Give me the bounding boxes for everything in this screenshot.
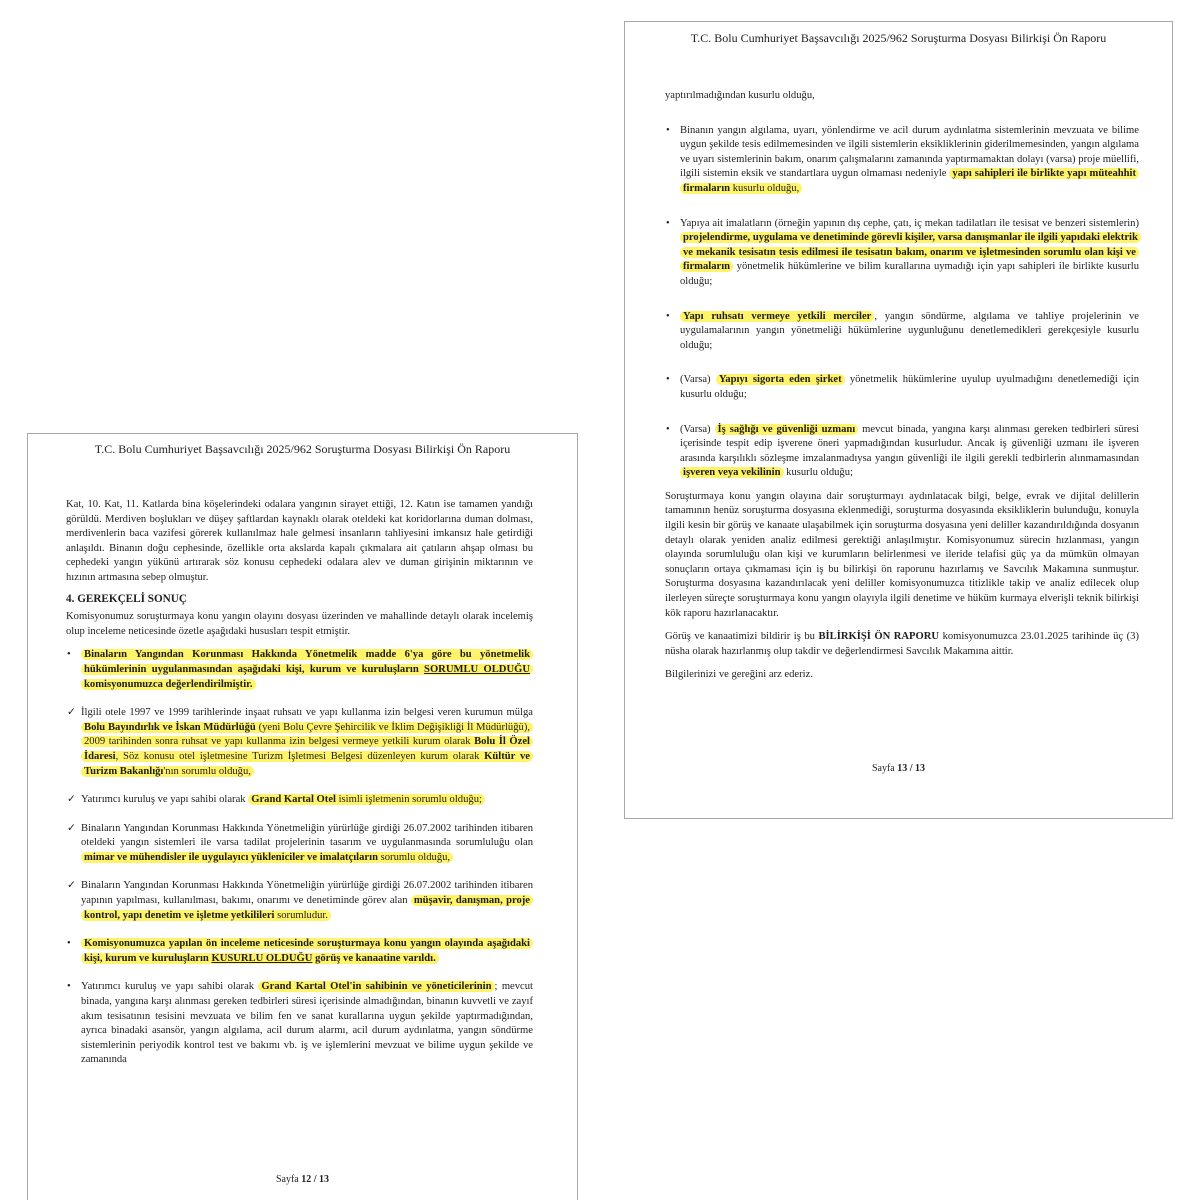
highlighted-text: Yapıyı sigorta eden şirket <box>716 374 845 385</box>
highlighted-text: müşavir, danışman, proje kontrol, yapı denetim ve işletme yetkilileri sorumludur. <box>81 895 533 921</box>
page-header: T.C. Bolu Cumhuriyet Başsavcılığı 2025/962 Soruşturma Dosyası Bilirkişi Ön Raporu <box>94 442 511 456</box>
faulty-item-owner: • Yatırımcı kuruluş ve yapı sahibi olarak Grand Kartal Otel'in sahibinin ve yöneticilerinin ; mevcut binada, yangına karşı alınması gereken tedbirleri süresi içerisinde almadığından, binanın kuvvetli ve zayıf akım tesisatının tesisini mevzuata ve bilim fen ve sanat kurallarına uygun şekilde yaptırmadığından, ayrıca binadaki asansör, yangın algılama, acil durum alarmı, acil durum aydınlatma, yangın söndürme sistemlerinin periyodik kontrol test ve bakımı vb. iş ve işlemlerini mevzuat ve bilime uygun şekilde ve zamanında <box>67 981 534 1066</box>
page-number: 12 / 13 <box>301 1174 330 1185</box>
responsible-item-designers: ✓ Binaların Yangından Korunması Hakkında Yönetmeliğin yürürlüğe girdiği 26.07.2002 tarihinden itibaren oteldeki yangın sistemleri ile varsa tadilat projelerinin tasarım ve uygulanmasında sorumluluğu olan mimar ve mühendisler ile uygulayıcı yükleniciler ve imalatçıların sorumlu olduğu, <box>67 822 533 863</box>
underlined-text: KUSURLU OLDUĞU <box>211 952 313 964</box>
closing-paragraph: Bilgilerinizi ve gereğini arz ederiz. <box>665 669 813 681</box>
bullet-marker: • <box>666 374 670 386</box>
page-header: T.C. Bolu Cumhuriyet Başsavcılığı 2025/962 Soruşturma Dosyası Bilirkişi Ön Raporu <box>690 31 1107 45</box>
checkmark-icon: ✓ <box>67 880 76 892</box>
checkmark-icon: ✓ <box>67 822 76 834</box>
highlighted-text: mimar ve mühendisler ile uygulayıcı yükleniciler ve imalatçıların sorumlu olduğu, <box>81 852 453 863</box>
continuation-text: yaptırılmadığından kusurlu olduğu, <box>665 90 815 101</box>
page-footer: Sayfa 12 / 13 <box>275 1174 330 1185</box>
underlined-text: SORUMLU OLDUĞU <box>424 663 530 675</box>
intro-paragraph: Kat, 10. Kat, 11. Katlarda bina köşelerindeki odalara yangının sirayet ettiği, 12. Katın ise tamamen yandığı görüldü. Merdiven boşlukları ve düşey şaftlardan kaynaklı olarak oteldeki kat koridorlarına duman dolması, merdivenlerin baca vazifesi görerek kullanılmaz hale gelmesi insanların tahliyesini imkansız hale getirdiği anlaşıldı. Binanın doğu cephesinde, özellikle orta akslarda kapalı çıkmalara ait çatıların ahşap olması bu cephedeki yangın yükünü artırarak söz konusu cephedeki odalara alev ve duman girişinin miktarının ve hızının artmasına sebep olmuştur. <box>66 499 533 583</box>
section-intro-paragraph: Komisyonumuz soruşturmaya konu yangın olayını dosyası üzerinden ve mahallinde detaylı olarak incelemiş olup inceleme neticesinde özetle aşağıdaki hususları tespit etmiştir. <box>66 611 533 637</box>
section-title: 4. GEREKÇELİ SONUÇ <box>66 592 187 605</box>
highlighted-text: Komisyonumuzca yapılan ön inceleme neticesinde soruşturmaya konu yangın olayında aşağıdaki kişi, kurum ve kuruluşların KUSURLU OLDUĞU görüş ve kanaatine varıldı. <box>81 938 533 964</box>
faulty-item-installers: • Yapıya ait imalatların (örneğin yapının dış cephe, çatı, iç mekan tadilatları ile tesisat ve benzeri sistemlerin) projelendirme, uygulama ve denetiminde görevli kişiler, varsa danışmanlar ile ilgili yapıdaki elektrik ve mekanik tesisatın tesis edilmesi ile tesisatın bakım, onarım ve işletmesinden sorumlu olan kişi ve firmaların yönetmelik hükümlerine ve bilim kurallarına uymadığı için yapı sahipleri ile birlikte kusurlu olduğu; <box>666 217 1139 287</box>
report-page-12 <box>27 433 578 1200</box>
evidence-paragraph: Soruşturmaya konu yangın olayına dair soruşturmayı aydınlatacak bilgi, belge, evrak ve dijital delillerin tamamının henüz soruşturma dosyasına eklenmediği, soruşturma dosyasında eksikliklerin bulunduğu, konuyla ilgili kesin bir görüş ve kanaate ulaşabilmek için soruşturma dosyasına yeni deliller kazandırıldığında dosyanın detaylı olarak yeniden analiz edilmesi gerektiği anlaşılmıştır. Komisyonumuz sürecin hızlanması, yangın olayında sorumluluğu olan kişi ve kurumların belirlenmesi ve ileride telafisi güç ya da mümkün olmayan sonuçların ortaya çıkmaması için iş bu bilirkişi ön raporunu hazırlamış ve Savcılık Makamına sunmuştur. Soruşturma dosyasına kazandırılacak yeni deliller komisyonumuzca titizlikle takip ve analiz edilecek olup ilerleyen süreçte soruşturmaya konu yangın olayıyla ilgili denetime ve hüküm kurmaya elverişli teknik bilirkişi kök raporu hazırlanacaktır. <box>665 490 1139 619</box>
highlighted-text: Yapı ruhsatı vermeye yetkili merciler <box>680 311 874 322</box>
page-number: 13 / 13 <box>897 763 926 774</box>
responsible-item-authorities: ✓ İlgili otele 1997 ve 1999 tarihlerinde inşaat ruhsatı ve yapı kullanma izin belgesi veren kurumun mülga Bolu Bayındırlık ve İskan Müdürlüğü (yeni Bolu Çevre Şehircilik ve İklim Değişikliği İl Müdürlüğü), 2009 tarihinden sonra ruhsat ve yapı kullanma izin belgesi vermeye yetkili kurum olarak Bolu İl Özel İdaresi, Söz konusu otel işletmesine Turizm İşletmesi Belgesi düzenleyen kurum olarak Kültür ve Turizm Bakanlığı'nın sorumlu olduğu, <box>67 707 533 777</box>
highlighted-text: Bolu Bayındırlık ve İskan Müdürlüğü (yeni Bolu Çevre Şehircilik ve İklim Değişikliği İl Müdürlüğü), 2009 tarihinden sonra ruhsat ve yapı kullanma izin belgesi vermeye yetkili kurum olarak Bolu İl Özel İdaresi, Söz konusu otel işletmesine Turizm İşletmesi Belgesi düzenleyen kurum olarak Kültür ve Turizm Bakanlığı'nın sorumlu olduğu, <box>81 722 533 777</box>
faulty-item-contractors: • Binanın yangın algılama, uyarı, yönlendirme ve acil durum aydınlatma sistemlerinin mevzuata ve bilime uygun şekilde tesis edilmemesinden ve ilgili sistemlerin eksikliklerinin giderilmemesinden, yangın algılama ve uyarı sistemlerinin bakım, onarım çalışmalarını zamanında yaptırmamaktan dolayı (varsa) proje müellifi, ilgili sistemin eksik ve standartlara uygun olmaması nedeniyle yapı sahipleri ile birlikte yapı müteahhit firmaların kusurlu olduğu, <box>666 124 1139 194</box>
bullet-marker: • <box>67 649 71 661</box>
faulty-item-insurer: • (Varsa) Yapıyı sigorta eden şirket yönetmelik hükümlerine uyulup uyulmadığını denetlemediği için kusurlu olduğu; <box>666 374 1139 400</box>
bullet-marker: • <box>666 217 670 229</box>
highlighted-text: projelendirme, uygulama ve denetiminde görevli kişiler, varsa danışmanlar ile ilgili yapıdaki elektrik ve mekanik tesisatın tesis edilmesi ile tesisatın bakım, onarım ve işletmesinden sorumlu olan kişi ve firmaların <box>680 232 1141 272</box>
highlighted-text: Binaların Yangından Korunması Hakkında Yönetmelik madde 6'ya göre bu yönetmelik hükümlerinin uygulanmasından aşağıdaki kişi, kurum ve kuruluşların SORUMLU OLDUĞU komisyonumuzca değerlendirilmiştir. <box>81 649 533 689</box>
responsible-item-supervisors: ✓ Binaların Yangından Korunması Hakkında Yönetmeliğin yürürlüğe girdiği 26.07.2002 tarihinden itibaren yapının yapılması, kullanılması, bakımı, onarımı ve denetiminde görev alan müşavir, danışman, proje kontrol, yapı denetim ve işletme yetkilileri sorumludur. <box>67 880 533 921</box>
bullet-marker: • <box>666 124 670 136</box>
highlighted-text: İş sağlığı ve güvenliği uzmanı <box>715 424 859 435</box>
faulty-item-permit-authorities: • Yapı ruhsatı vermeye yetkili merciler , yangın söndürme, algılama ve tahliye projelerinin ve uygulamalarının yangın yönetmeliği hükümlerine uygunluğunu denetlemedikleri gerekçesiyle kusurlu olduğu; <box>666 310 1139 351</box>
page-body <box>66 498 533 1068</box>
highlighted-text: Grand Kartal Otel'in sahibinin ve yöneticilerinin <box>258 981 494 992</box>
responsible-item-owner: ✓ Yatırımcı kuruluş ve yapı sahibi olarak Grand Kartal Otel isimli işletmenin sorumlu olduğu; <box>66 793 533 808</box>
page-footer: Sayfa 13 / 13 <box>871 763 926 774</box>
bullet-marker: • <box>67 981 71 993</box>
bullet-marker: • <box>67 938 71 950</box>
report-page-13 <box>624 21 1173 819</box>
highlighted-text: yapı sahipleri ile birlikte yapı müteahhit firmaların kusurlu olduğu, <box>680 168 1139 194</box>
checkmark-icon: ✓ <box>67 707 76 719</box>
faulty-summary-bullet <box>66 937 533 966</box>
checkmark-icon: ✓ <box>67 794 76 806</box>
faulty-item-safety-expert: • (Varsa) İş sağlığı ve güvenliği uzmanı mevcut binada, yangına karşı alınması gereken tedbirleri süresi içerisinde tespit edip işverene öneri yapmadığından kusurludur. Ancak iş güvenliği uzmanı ile işveren arasında karşılıklı sözleşme imzalanmadıysa yangın güvenliği ile ilgili gerekli tedbirlerin alınmamasından işveren veya vekilinin kusurlu olduğu; <box>666 423 1140 479</box>
page-body <box>665 89 1139 683</box>
conclusion-paragraph: Görüş ve kanaatimizi bildirir iş bu BİLİRKİŞİ ÖN RAPORU komisyonumuzca 23.01.2025 tarihinde üç (3) nüsha olarak hazırlanmış olup takdir ve değerlendirmesi Savcılık Makamına aittir. <box>665 631 1139 657</box>
bullet-marker: • <box>666 310 670 322</box>
highlighted-text: Grand Kartal Otel isimli işletmenin sorumlu olduğu; <box>248 794 485 805</box>
bullet-marker: • <box>666 423 670 435</box>
responsible-summary-bullet <box>66 648 533 692</box>
highlighted-text: işveren veya vekilinin <box>680 467 784 478</box>
